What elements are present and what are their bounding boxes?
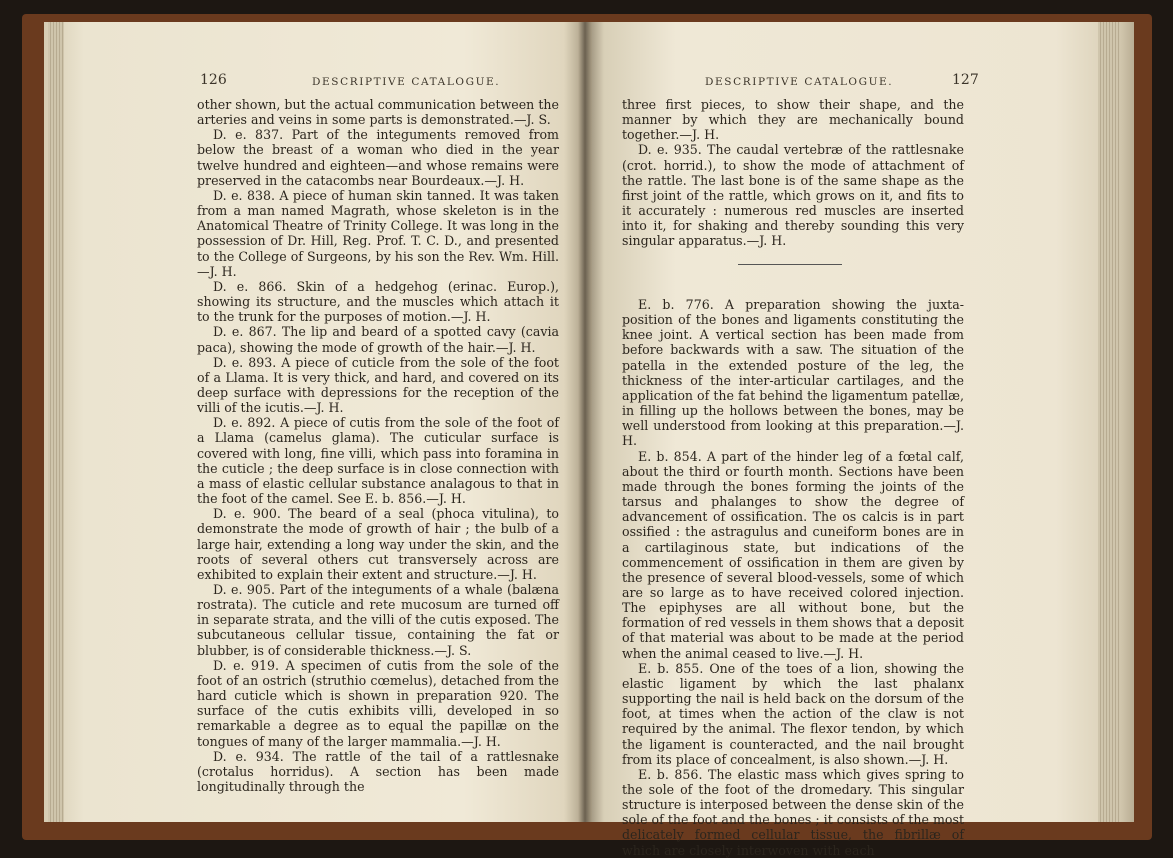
paragraph: D. e. 866. Skin of a hedgehog (erinac. Europ.), showing its structure, and the muscles which attach it to the trunk for the purposes of motion.—J. H. bbox=[197, 278, 559, 325]
paragraph: D. e. 919. A specimen of cutis from the sole of the foot of an ostrich (struthio cœmelus), detached from the hard cuticle which is shown in preparation 920. The surface of the cutis exhibits villi, developed in so remarkable a degree as to equal the papillæ on the tongues of many of the larger mammalia.—J. H. bbox=[197, 657, 559, 749]
right-page-number: 127 bbox=[952, 72, 979, 88]
paragraph: D. e. 867. The lip and beard of a spotted cavy (cavia paca), showing the mode of growth of the hair.—J. H. bbox=[197, 324, 559, 355]
left-page-number: 126 bbox=[200, 72, 227, 88]
left-page-edges bbox=[48, 22, 64, 822]
paragraph: D. e. 893. A piece of cuticle from the sole of the foot of a Llama. It is very thick, and hard, and covered on its deep surface with depressions for the reception of the villi of the icutis.—J. H. bbox=[197, 354, 559, 416]
paragraph: D. e. 905. Part of the integuments of a whale (balæna rostrata). The cuticle and rete mucosum are turned off in separate strata, and the villi of the cutis exposed. The subcutaneous cellular tissue, containing the fat or blubber, is of considerable thickness.—J. S. bbox=[197, 582, 559, 658]
left-running-head: DESCRIPTIVE CATALOGUE. bbox=[312, 76, 501, 88]
right-running-head: DESCRIPTIVE CATALOGUE. bbox=[705, 76, 894, 88]
paragraph: E. b. 854. A part of the hinder leg of a fœtal calf, about the third or fourth month. Sections have been made through the bones forming the joints of the tarsus and phalanges to show the degree of advancement of ossification. The os calcis is in part ossified : the astragulus and cuneiform bones are in a cartilaginous state, but indications of the commencement of ossification in them are given by the presence of several blood-vessels, some of which are so large as to have received colored injection. The epiphyses are all without bone, but the formation of red vessels in them shows that a deposit of that material was about to be made at the period when the animal ceased to live.—J. H. bbox=[622, 448, 964, 661]
paragraph: D. e. 838. A piece of human skin tanned. It was taken from a man named Magrath, whose skeleton is in the Anatomical Theatre of Trinity College. It was long in the possession of Dr. Hill, Reg. Prof. T. C. D., and presented to the College of Surgeons, by his son the Rev. Wm. Hill.—J. H. bbox=[197, 187, 559, 279]
right-page-upper-text bbox=[622, 97, 964, 249]
paragraph: three first pieces, to show their shape, and the manner by which they are mechanically bound together.—J. H. bbox=[622, 97, 964, 143]
paragraph: D. e. 900. The beard of a seal (phoca vitulina), to demonstrate the mode of growth of hair ; the bulb of a large hair, extending a long way under the skin, and the roots of several others cut transversely across are exhibited to explain their extent and structure.—J. H. bbox=[197, 506, 559, 582]
right-page-edges bbox=[1098, 22, 1120, 822]
paragraph: E. b. 776. A preparation showing the juxta-position of the bones and ligaments constituting the knee joint. A vertical section has been made from before backwards with a saw. The situation of the patella in the extended posture of the leg, the thickness of the inter-articular cartilages, and the application of the fat behind the ligamentum patellæ, in filling up the hollows between the bones, may be well understood from looking at this preparation.—J. H. bbox=[622, 297, 964, 449]
paragraph: D. e. 935. The caudal vertebræ of the rattlesnake (crot. horrid.), to show the mode of attachment of the rattle. The last bone is of the same shape as the first joint of the rattle, which grows on it, and fits to it accurately : numerous red muscles are inserted into it, for shaking and thereby sounding this very singular apparatus.—J. H. bbox=[622, 142, 964, 249]
paragraph: E. b. 855. One of the toes of a lion, showing the elastic ligament by which the last phalanx supporting the nail is held back on the dorsum of the foot, at times when the action of the claw is not required by the animal. The flexor tendon, by which the ligament is counteracted, and the nail brought from its place of concealment, is also shown.—J. H. bbox=[622, 660, 964, 767]
paragraph: other shown, but the actual communication between the arteries and veins in some parts is demonstrated.—J. S. bbox=[197, 97, 559, 128]
paragraph: D. e. 934. The rattle of the tail of a rattlesnake (crotalus horridus). A section has been made longitudinally through the bbox=[197, 748, 559, 795]
book-gutter bbox=[578, 22, 592, 822]
left-page-text bbox=[197, 97, 559, 794]
right-page-lower-text bbox=[622, 297, 964, 858]
paragraph: E. b. 856. The elastic mass which gives spring to the sole of the foot of the dromedary. This singular structure is interposed between the dense skin of the sole of the foot and the bones ; it consists of the most delicately formed cellular tissue, the fibrillæ of which are closely interwoven with each bbox=[622, 766, 964, 858]
paragraph: D. e. 837. Part of the integuments removed from below the breast of a woman who died in the year twelve hundred and eighteen—and whose remains were preserved in the catacombs near Bourdeaux.—J. H. bbox=[197, 127, 559, 188]
section-divider bbox=[738, 264, 842, 265]
paragraph: D. e. 892. A piece of cutis from the sole of the foot of a Llama (camelus glama). The cuticular surface is covered with long, fine villi, which pass into foramina in the cuticle ; the deep surface is in close connection with a mass of elastic cellular substance analagous to that in the foot of the camel. See E. b. 856.—J. H. bbox=[197, 415, 559, 507]
